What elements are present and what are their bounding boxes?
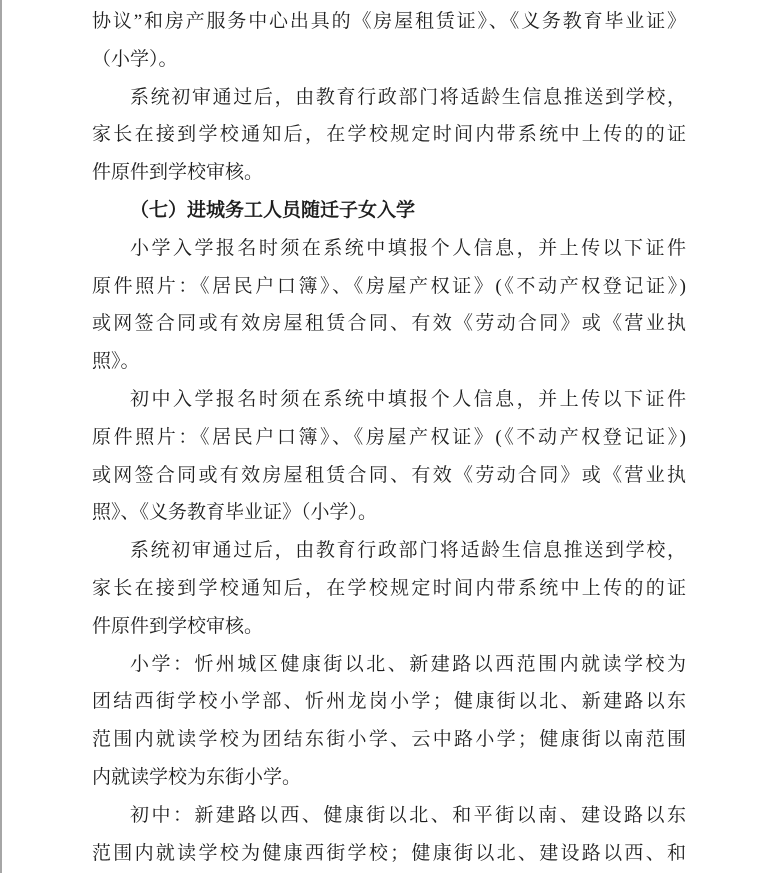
text-line: 或网签合同或有效房屋租赁合同、有效《劳动合同》或《营业执 [92, 313, 686, 335]
text-line: 内就读学校为东街小学。 [92, 766, 302, 788]
text-line: 系统初审通过后，由教育行政部门将适龄生信息推送到学校， [130, 86, 686, 108]
text-line: 照》、《义务教育毕业证》（小学）。 [92, 502, 378, 524]
text-line: 件原件到学校审核。 [92, 615, 264, 637]
text-line: 家长在接到学校通知后，在学校规定时间内带系统中上传的的证 [92, 577, 686, 599]
paragraph-primary-school-zones [92, 646, 686, 797]
paragraph-system-review-2 [92, 532, 686, 645]
text-line: 初中：新建路以西、健康街以北、和平街以南、建设路以东 [130, 804, 686, 826]
text-line: 范围内就读学校为团结东街小学、云中路小学；健康街以南范围 [92, 729, 686, 751]
text-line: 原件照片：《居民户口簿》、《房屋产权证》(《不动产权登记证》) [92, 426, 686, 448]
text-line: 小学：忻州城区健康街以北、新建路以西范围内就读学校为 [130, 653, 686, 675]
text-line: 家长在接到学校通知后，在学校规定时间内带系统中上传的的证 [92, 124, 686, 146]
section-heading-migrant-children [92, 192, 686, 230]
paragraph-junior-school-zones [92, 797, 686, 873]
paragraph-junior-registration [92, 381, 686, 532]
paragraph-system-review-1 [92, 79, 686, 192]
text-line: 原件照片：《居民户口簿》、《房屋产权证》(《不动产权登记证》) [92, 275, 686, 297]
text-line: 照》。 [92, 351, 140, 373]
text-line: 小学入学报名时须在系统中填报个人信息，并上传以下证件 [130, 237, 686, 259]
text-line: 件原件到学校审核。 [92, 162, 264, 184]
text-line: 团结西街学校小学部、忻州龙岗小学；健康街以北、新建路以东 [92, 691, 686, 713]
text-line: 或网签合同或有效房屋租赁合同、有效《劳动合同》或《营业执 [92, 464, 686, 486]
text-line: 初中入学报名时须在系统中填报个人信息，并上传以下证件 [130, 388, 686, 410]
text-line: 范围内就读学校为健康西街学校；健康街以北、建设路以西、和 [92, 842, 686, 864]
paragraph-primary-registration [92, 230, 686, 381]
text-line: （小学）。 [92, 48, 178, 70]
section-heading-text: （七）进城务工人员随迁子女入学 [130, 199, 416, 221]
paragraph-continuation [92, 3, 686, 79]
text-line: 协议”和房产服务中心出具的《房屋租赁证》、《义务教育毕业证》 [92, 11, 686, 32]
text-line: 系统初审通过后，由教育行政部门将适龄生信息推送到学校， [130, 540, 686, 562]
